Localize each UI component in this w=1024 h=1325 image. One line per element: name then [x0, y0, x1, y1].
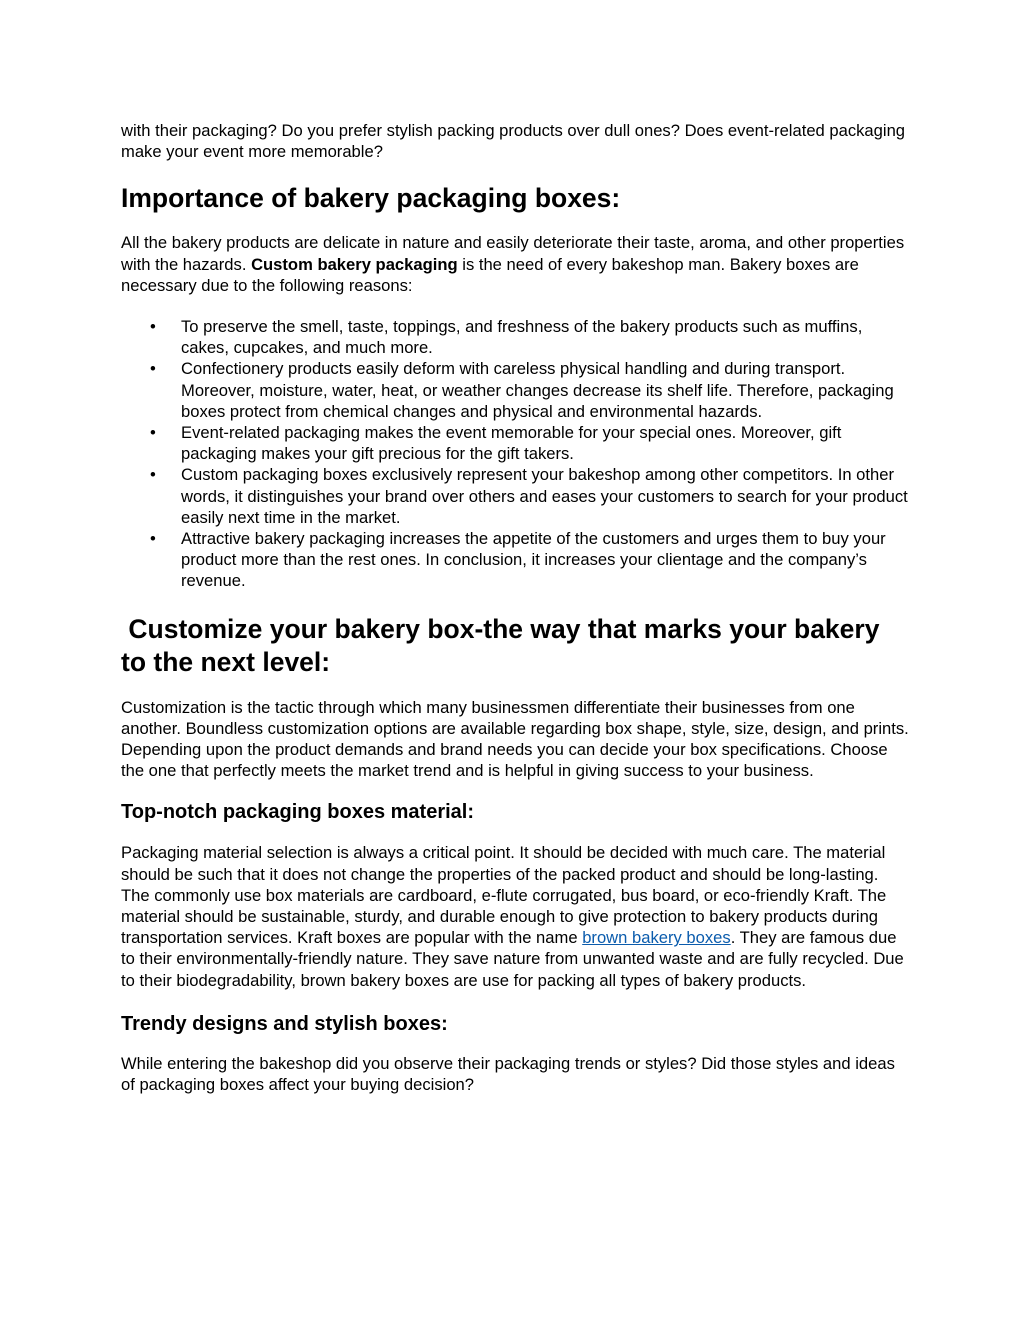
list-item-text: Custom packaging boxes exclusively represent your bakeshop among other competitors. In other words, it distinguishes your brand over others and eases your customers to search for your product easily next time in the market.	[181, 465, 908, 527]
list-item	[121, 316, 911, 358]
brown-bakery-boxes-link[interactable]: brown bakery boxes	[582, 928, 731, 948]
document-page	[121, 120, 911, 1095]
list-item	[121, 358, 911, 422]
customize-heading: Customize your bakery box-the way that marks your bakery to the next level:	[121, 613, 887, 677]
intro-paragraph: with their packaging? Do you prefer stylish packing products over dull ones? Does event-related packaging make your event more memorable?	[121, 121, 906, 162]
trendy-heading: Trendy designs and stylish boxes:	[121, 1012, 448, 1035]
bullet-icon: •	[150, 423, 156, 443]
material-text-before: Packaging material selection is always a critical point. It should be decided with much care. The material should be such that it does not change the properties of the packed product and should be long-lasting. The commonly use box materials are cardboard, e-flute corrugated, bus board, or eco-friendly Kraft. The material should be sustainable, sturdy, and durable enough to give protection to bakery products during transportation services. Kraft boxes are popular with the name	[121, 843, 887, 948]
importance-paragraph	[121, 232, 911, 296]
reasons-list	[121, 316, 911, 592]
list-item	[121, 464, 911, 528]
customize-paragraph: Customization is the tactic through which many businessmen differentiate their businesses from one another. Boundless customization options are available regarding box shape, style, size, design, and prints. Depending upon the product demands and brand needs you can decide your box specifications. Choose the one that perfectly meets the market trend and is helpful in giving success to your business.	[121, 697, 909, 781]
list-item-text: Event-related packaging makes the event memorable for your special ones. Moreover, gift packaging makes your gift precious for the gift takers.	[181, 423, 842, 464]
bullet-icon: •	[150, 359, 156, 379]
list-item-text: Attractive bakery packaging increases the appetite of the customers and urges them to buy your product more than the rest ones. In conclusion, it increases your clientage and the company’s revenue.	[181, 529, 886, 591]
bullet-icon: •	[150, 317, 156, 337]
importance-text-after: is the need of every bakeshop man. Bakery boxes are necessary due to the following reasons:	[121, 254, 859, 295]
material-paragraph	[121, 842, 911, 990]
material-heading: Top-notch packaging boxes material:	[121, 801, 475, 824]
importance-heading: Importance of bakery packaging boxes:	[121, 183, 621, 214]
bullet-icon: •	[150, 529, 156, 549]
list-item-text: Confectionery products easily deform with careless physical handling and during transport. Moreover, moisture, water, heat, or weather changes decrease its shelf life. Therefore, packaging boxes protect from chemical changes and physical and environmental hazards.	[181, 359, 894, 421]
list-item	[121, 422, 911, 464]
list-item	[121, 528, 911, 592]
trendy-paragraph: While entering the bakeshop did you observe their packaging trends or styles? Did those styles and ideas of packaging boxes affect your buying decision?	[121, 1053, 895, 1095]
importance-text-before: All the bakery products are delicate in nature and easily deteriorate their taste, aroma, and other properties with the hazards.	[121, 233, 905, 274]
importance-bold-phrase: Custom bakery packaging	[251, 254, 458, 274]
bullet-icon: •	[150, 465, 156, 485]
list-item-text: To preserve the smell, taste, toppings, and freshness of the bakery products such as muffins, cakes, cupcakes, and much more.	[181, 317, 863, 358]
material-text-after: . They are famous due to their environmentally-friendly nature. They save nature from unwanted waste and are fully recycled. Due to their biodegradability, brown bakery boxes are use for packing all types of bakery products.	[121, 928, 904, 990]
